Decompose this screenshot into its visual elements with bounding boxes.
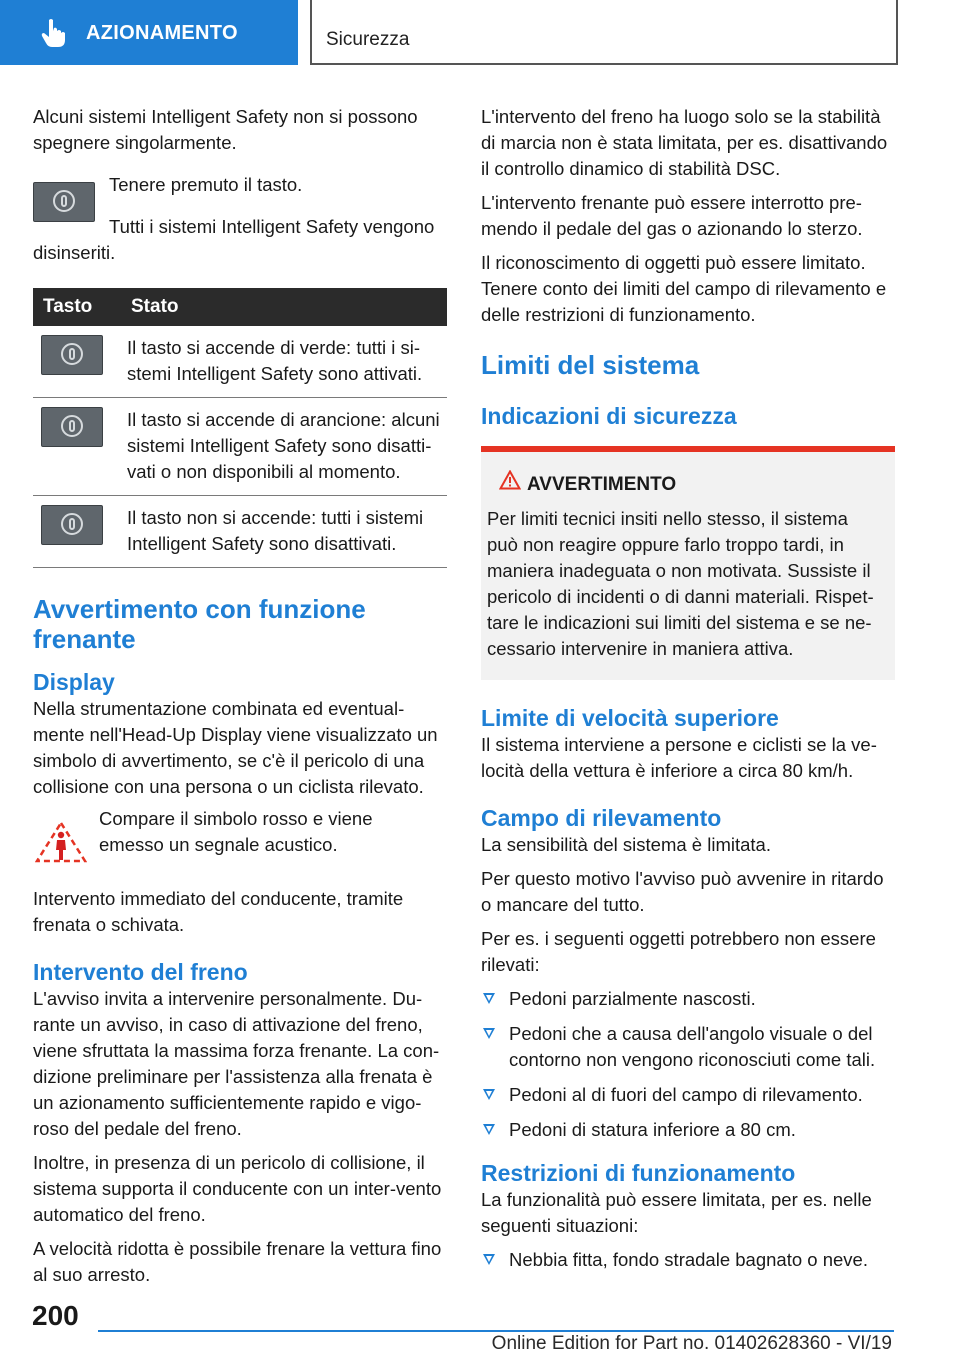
safety-button-icon: [33, 182, 95, 222]
list-item: Pedoni che a causa dell'angolo visuale o del contorno non vengono riconosciuti come tali.: [481, 1021, 895, 1073]
table-header-key: Tasto: [33, 288, 121, 326]
restrictions-text: La funzionalità può essere limitata, per es. nelle seguenti situazioni:: [481, 1189, 872, 1236]
status-table: [33, 288, 447, 568]
recognition-text: Il riconoscimento di oggetti può essere limitato. Tenere conto dei limiti del campo di rilevamento e delle restrizioni di funzionamento.: [481, 252, 887, 325]
speed-text: Il sistema interviene a persone e ciclisti se la ve-locità della vettura è inferiore a circa 80 km/h.: [481, 734, 877, 781]
warning-triangle-icon: [499, 470, 521, 490]
intro-text: Alcuni sistemi Intelligent Safety non si possono spegnere singolarmente.: [33, 106, 418, 153]
safety-button-icon: [41, 335, 103, 375]
heading-system-limits: Limiti del sistema: [481, 350, 700, 380]
range-text-3: Per es. i seguenti oggetti potrebbero non essere rilevati:: [481, 928, 876, 975]
table-cell-state: Il tasto si accende di arancione: alcuni sistemi Intelligent Safety sono disatti-vati o non disponibili al momento.: [121, 398, 447, 496]
heading-speed-limit: Limite di velocità superiore: [481, 705, 779, 731]
heading-restrictions: Restrizioni di funzionamento: [481, 1160, 796, 1186]
chapter-tab[interactable]: [0, 0, 298, 65]
display-text: Nella strumentazione combinata ed eventual-mente nell'Head-Up Display viene visualizzato un simbolo di avvertimento, se c'è il pericolo di una collisione con una persona o un ciclista rilevato.: [33, 698, 438, 797]
warning-text: Per limiti tecnici insiti nello stesso, il sistema può non reagire oppure farlo troppo tardi, in maniera inadeguata o non motivata. Sussiste il pericolo di incidenti o di danni materiali. Rispet-tare le indicazioni sui limiti del sistema e se ne-cessario intervenire in maniera attiva.: [487, 508, 874, 659]
list-item: Pedoni di statura inferiore a 80 cm.: [481, 1117, 895, 1143]
interrupt-text: L'intervento frenante può essere interrotto pre-mendo il pedale del gas o azionando lo sterzo.: [481, 192, 863, 239]
footer-divider: [98, 1330, 894, 1332]
heading-safety-notes: Indicazioni di sicurezza: [481, 403, 737, 429]
edition-footer: Online Edition for Part no. 01402628360 - VI/19: [491, 1333, 892, 1354]
intervention-text: Intervento immediato del conducente, tramite frenata o schivata.: [33, 888, 404, 935]
table-cell-state: Il tasto si accende di verde: tutti i si-stemi Intelligent Safety sono attivati.: [121, 326, 447, 398]
symbol-text: Compare il simbolo rosso e viene emesso un segnale acustico.: [99, 808, 373, 855]
range-text-1: La sensibilità del sistema è limitata.: [481, 834, 771, 855]
table-row: [33, 496, 447, 568]
chapter-label: AZIONAMENTO: [86, 22, 238, 44]
section-label: Sicurezza: [326, 29, 410, 50]
table-row: [33, 326, 447, 398]
table-row: [33, 398, 447, 496]
right-column: [481, 104, 895, 1282]
bullet-triangle-icon: [483, 1124, 495, 1135]
brake-text-3: A velocità ridotta è possibile frenare la vettura fino al suo arresto.: [33, 1238, 442, 1285]
list-item: Nebbia fitta, fondo stradale bagnato o neve.: [481, 1247, 895, 1273]
left-column: [33, 104, 447, 1296]
bullet-triangle-icon: [483, 1089, 495, 1100]
bullet-triangle-icon: [483, 993, 495, 1004]
list-item: Pedoni al di fuori del campo di rilevamento.: [481, 1082, 895, 1108]
warning-box: [481, 446, 895, 680]
range-text-2: Per questo motivo l'avviso può avvenire in ritardo o mancare del tutto.: [481, 868, 884, 915]
heading-display: Display: [33, 669, 115, 695]
bullet-triangle-icon: [483, 1028, 495, 1039]
hand-pointer-icon: [40, 18, 68, 48]
heading-brake-intervention: Intervento del freno: [33, 959, 248, 985]
page-number: 200: [32, 1300, 79, 1331]
table-cell-state: Il tasto non si accende: tutti i sistemi Intelligent Safety sono disattivati.: [121, 496, 447, 568]
safety-button-icon: [41, 407, 103, 447]
section-header: [310, 0, 898, 65]
press-instruction: Tenere premuto il tasto.: [109, 174, 303, 195]
warning-title: AVVERTIMENTO: [527, 474, 677, 495]
safety-button-icon: [41, 505, 103, 545]
dsc-text: L'intervento del freno ha luogo solo se la stabilità di marcia non è stata limitata, per es. disattivando il controllo dinamico di stabilità DSC.: [481, 106, 888, 179]
heading-brake-warning: Avvertimento con funzione frenante: [33, 594, 366, 654]
pedestrian-warning-icon: [35, 820, 87, 864]
disabled-text: Tutti i sistemi Intelligent Safety vengono disinseriti.: [33, 216, 435, 263]
range-list: [481, 986, 895, 1143]
table-header-state: Stato: [121, 288, 447, 326]
brake-text-2: Inoltre, in presenza di un pericolo di collisione, il sistema supporta il conducente con un inter-vento automatico del freno.: [33, 1152, 442, 1225]
restrictions-list: [481, 1247, 895, 1273]
list-item: Pedoni parzialmente nascosti.: [481, 986, 895, 1012]
brake-text-1: L'avviso invita a intervenire personalmente. Du-rante un avviso, in caso di attivazione del freno, viene sfruttata la massima forza frenante. La con-dizione preliminare per l'assistenza alla frenata è un azionamento sufficientemente rapido e vigo-roso del pedale del freno.: [33, 988, 440, 1139]
heading-detection-range: Campo di rilevamento: [481, 805, 722, 831]
bullet-triangle-icon: [483, 1254, 495, 1265]
